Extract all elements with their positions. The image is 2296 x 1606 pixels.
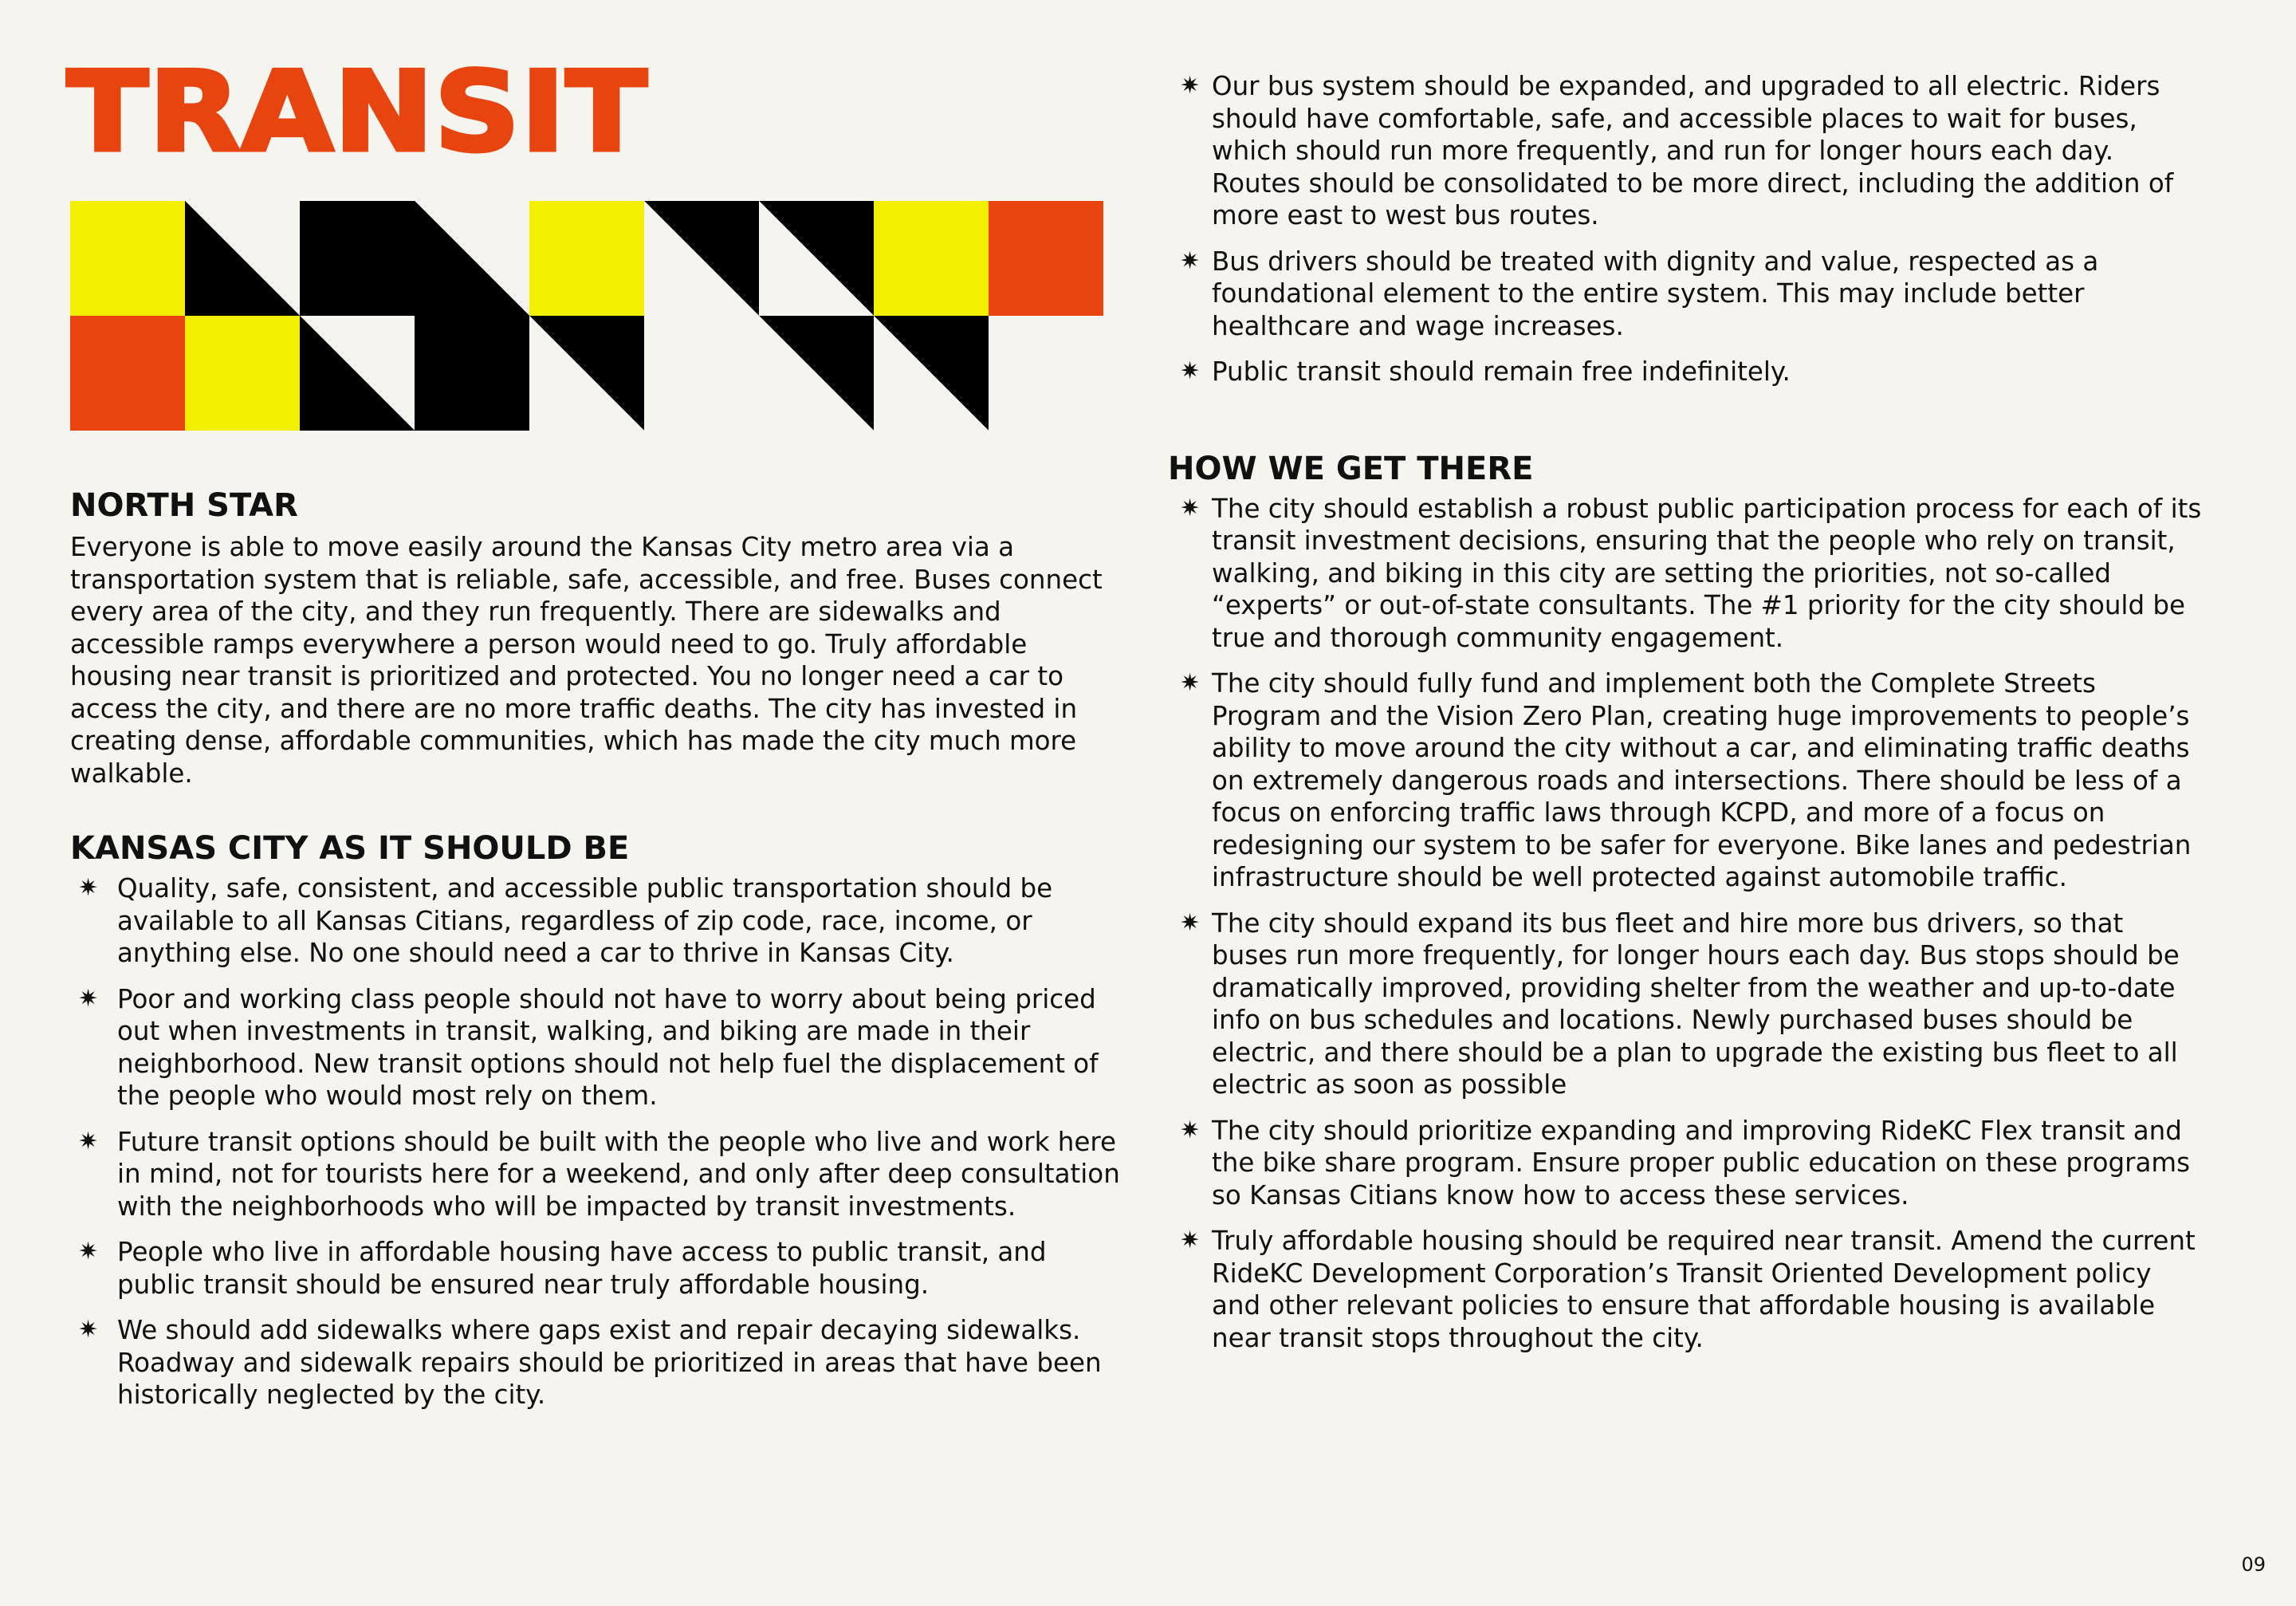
asterisk-icon: ✷ (1180, 1116, 1201, 1144)
asterisk-icon: ✷ (1180, 357, 1201, 385)
pattern-tile (70, 316, 185, 431)
kc-should-be-list (70, 872, 1122, 1411)
asterisk-icon: ✷ (78, 1238, 99, 1266)
pattern-tile (300, 316, 415, 431)
asterisk-icon: ✷ (78, 1316, 99, 1344)
north-star-heading: NORTH STAR (70, 487, 298, 524)
page-number: 09 (2241, 1553, 2266, 1576)
asterisk-icon: ✷ (1180, 246, 1201, 275)
list-item: ✷ Our bus system should be expanded, and upgraded to all electric. Riders should have comfortable, safe, and accessible places to wait for buses, which should run more frequently, and run for longer hours each day. Routes should be consolidated to be more direct, including the addition of more east to west bus routes. (1180, 71, 2174, 230)
list-item: ✷ Truly affordable housing should be required near transit. Amend the current RideKC Development Corporation’s Transit Oriented Development policy and other relevant policies to ensure that affordable housing is available near transit stops throughout the city. (1180, 1226, 2196, 1353)
geometric-pattern (70, 201, 1103, 431)
asterisk-icon: ✷ (1180, 908, 1201, 937)
asterisk-icon: ✷ (78, 984, 99, 1013)
asterisk-icon: ✷ (1180, 1226, 1201, 1254)
asterisk-icon: ✷ (1180, 72, 1201, 100)
list-item: ✷ Bus drivers should be treated with dignity and value, respected as a foundational element to the entire system. This may include better healthcare and wage increases. (1180, 246, 2099, 341)
pattern-tile (759, 316, 874, 431)
page-title: TRANSIT (67, 48, 648, 176)
pattern-tile (874, 201, 989, 316)
list-item: ✷ Poor and working class people should not have to worry about being priced out when investments in transit, walking, and biking are made in their neighborhood. New transit options should not help fuel the displacement of the people who would most rely on them. (78, 983, 1099, 1111)
how-we-get-there-list (1168, 493, 2204, 1355)
right-column (1168, 67, 2204, 1368)
north-star-paragraph: Everyone is able to move easily around the Kansas City metro area via a transportation system that is reliable, safe, accessible, and free. Buses connect every area of the city, and they run frequently. There are sidewalks and accessible ramps everywhere a person would need to go. Truly affordable housing near transit is prioritized and protected. You no longer need a car to access the city, and there are no more traffic deaths. The city has invested in creating dense, affordable communities, which has made the city much more walkable. (70, 532, 1103, 789)
list-item: ✷ The city should fully fund and implement both the Complete Streets Program and the Vision Zero Plan, creating huge improvements to people’s ability to move around the city without a car, and eliminating traffic deaths on extremely dangerous roads and intersections. There should be less of a focus on enforcing traffic laws through KCPD, and more of a focus on redesigning our system to be safer for everyone. Bike lanes and pedestrian infrastructure should be well protected against automobile traffic. (1180, 668, 2192, 892)
pattern-tile (300, 201, 415, 316)
left-column (70, 485, 1122, 1425)
pattern-tile (185, 201, 300, 316)
list-item: ✷ We should add sidewalks where gaps exist and repair decaying sidewalks. Roadway and sidewalk repairs should be prioritized in areas that have been historically neglected by the city. (78, 1315, 1102, 1410)
list-item: ✷ Public transit should remain free indefinitely. (1180, 356, 1791, 387)
pattern-tile (529, 316, 644, 431)
pattern-tile (185, 316, 300, 431)
pattern-tile (644, 201, 759, 316)
pattern-tile (415, 316, 529, 431)
list-item: ✷ The city should establish a robust public participation process for each of its transit investment decisions, ensuring that the people who rely on transit, walking, and biking in this city are setting the priorities, not so-called “experts” or out-of-state consultants. The #1 priority for the city should be true and thorough community engagement. (1180, 493, 2202, 653)
how-we-get-there-heading: HOW WE GET THERE (1168, 450, 1534, 487)
asterisk-icon: ✷ (78, 1127, 99, 1155)
pattern-tile (759, 201, 874, 316)
list-item: ✷ The city should expand its bus fleet and hire more bus drivers, so that buses run more frequently, for longer hours each day. Bus stops should be dramatically improved, providing shelter from the weather and up-to-date info on bus schedules and locations. Newly purchased buses should be electric, and there should be a plan to upgrade the existing bus fleet to all electric as soon as possible (1180, 907, 2180, 1100)
kc-should-be-list-continued (1168, 70, 2204, 388)
list-item: ✷ People who live in affordable housing have access to public transit, and public transit should be ensured near truly affordable housing. (78, 1237, 1047, 1300)
asterisk-icon: ✷ (1180, 669, 1201, 697)
pattern-tile (874, 316, 989, 431)
kc-should-be-heading: KANSAS CITY AS IT SHOULD BE (70, 830, 630, 867)
pattern-tile (415, 201, 529, 316)
list-item: ✷ The city should prioritize expanding and improving RideKC Flex transit and the bike share program. Ensure proper public education on these programs so Kansas Citians know how to access these services. (1180, 1115, 2191, 1210)
asterisk-icon: ✷ (1180, 494, 1201, 522)
pattern-tile (529, 201, 644, 316)
list-item: ✷ Future transit options should be built with the people who live and work here in mind, not for tourists here for a weekend, and only after deep consultation with the neighborhoods who will be impacted by transit investments. (78, 1126, 1120, 1222)
pattern-tile (70, 201, 185, 316)
pattern-tile (989, 201, 1103, 316)
asterisk-icon: ✷ (78, 874, 99, 902)
list-item: ✷ Quality, safe, consistent, and accessible public transportation should be available to all Kansas Citians, regardless of zip code, race, income, or anything else. No one should need a car to thrive in Kansas City. (78, 873, 1053, 968)
